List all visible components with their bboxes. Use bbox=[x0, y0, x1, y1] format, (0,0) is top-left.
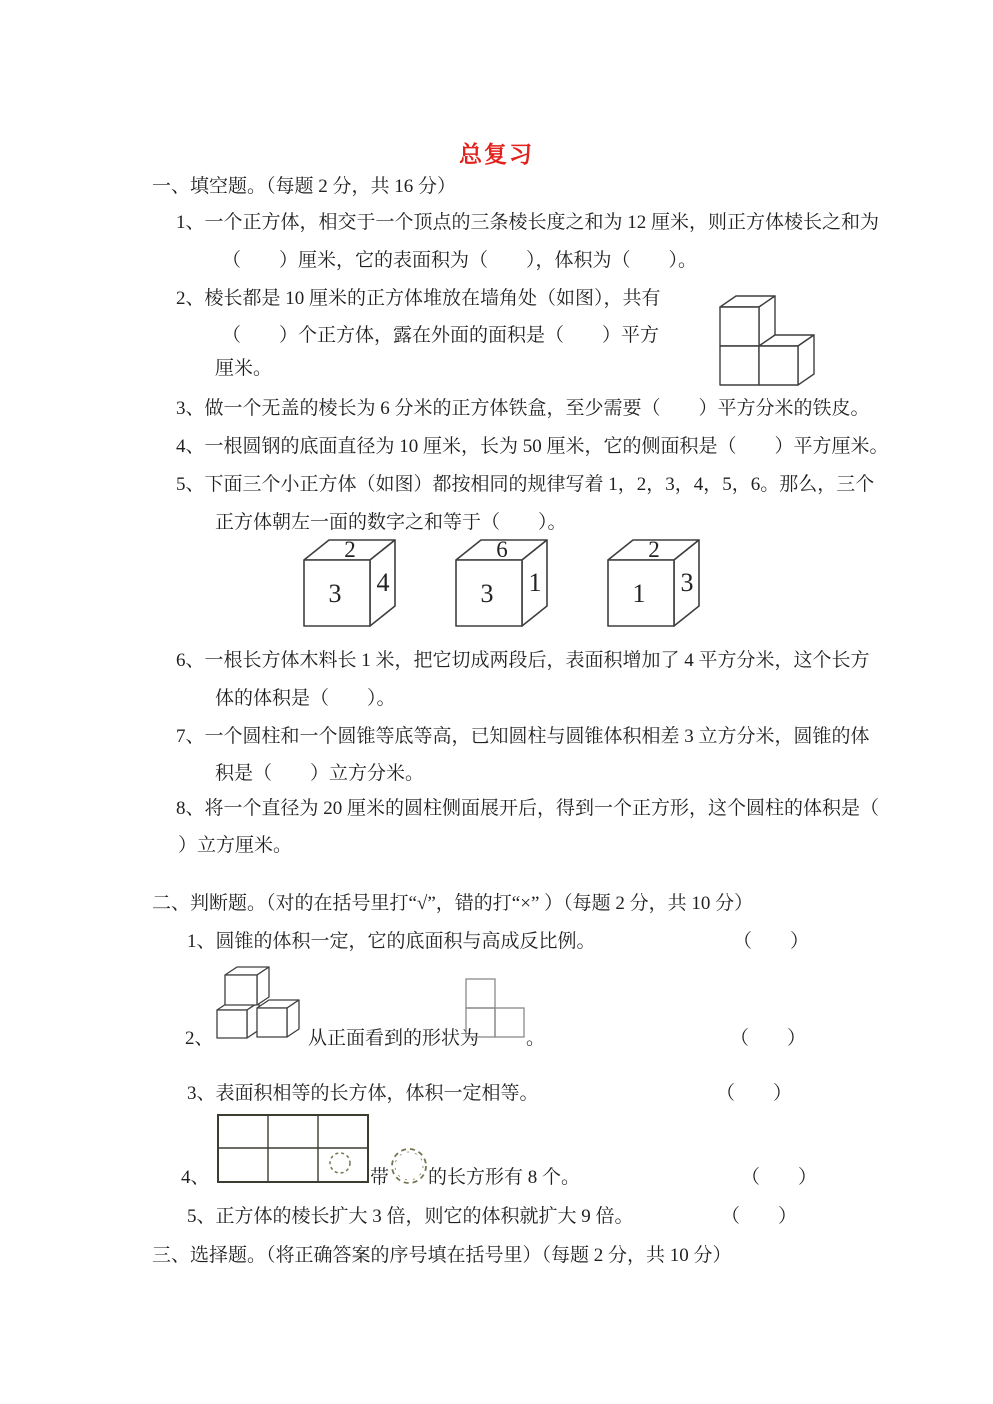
tf-q1-text: 1、圆锥的体积一定，它的底面积与高成反比例。 bbox=[187, 931, 596, 952]
tf-q4-answer-bracket: （ ） bbox=[741, 1167, 818, 1188]
cube2-top-face-number: 6 bbox=[496, 538, 508, 562]
q7-line-2: 积是（ ）立方分米。 bbox=[215, 763, 425, 784]
tf-q4-dai: 带 bbox=[370, 1167, 390, 1188]
front-view-shape-drawing bbox=[464, 977, 526, 1039]
cube-stack-figure bbox=[208, 964, 302, 1042]
dice-cube-drawing-3 bbox=[607, 538, 702, 630]
q2-line-2: （ ）个正方体，露在外面的面积是（ ）平方 bbox=[222, 325, 660, 346]
tf-q2-text: 从正面看到的形状为 bbox=[308, 1028, 480, 1049]
page-title: 总复习 bbox=[459, 142, 534, 167]
dice-cube-drawing-1 bbox=[303, 538, 398, 630]
tf-q5-answer-bracket: （ ） bbox=[721, 1206, 798, 1227]
tf-q3-answer-bracket: （ ） bbox=[716, 1083, 793, 1104]
cube2-right-face-number: 1 bbox=[528, 568, 542, 597]
cube1-right-face-number: 4 bbox=[376, 568, 390, 597]
tf-q4-number: 4、 bbox=[181, 1167, 210, 1188]
q2-line-3: 厘米。 bbox=[215, 358, 273, 379]
cube3-top-face-number: 2 bbox=[648, 538, 660, 562]
q2-line-1: 2、棱长都是 10 厘米的正方体堆放在墙角处（如图），共有 bbox=[176, 288, 661, 309]
cube1-top-face-number: 2 bbox=[344, 538, 356, 562]
q1-line-2: （ ）厘米，它的表面积为（ ），体积为（ ）。 bbox=[222, 250, 698, 271]
q8-line-2: ）立方厘米。 bbox=[178, 835, 293, 856]
tf-q2-number: 2、 bbox=[185, 1028, 214, 1049]
section-2-heading: 二、判断题。（对的在括号里打“√”，错的打“×” ）（每题 2 分，共 10 分） bbox=[152, 893, 754, 914]
cube2-front-face-number: 3 bbox=[480, 579, 494, 608]
q5-line-1: 5、下面三个小正方体（如图）都按相同的规律写着 1，2，3，4，5，6。那么，三个 bbox=[176, 474, 875, 495]
cube3-right-face-number: 3 bbox=[680, 568, 694, 597]
corner-cubes-figure bbox=[712, 293, 818, 389]
cube1-front-face-number: 3 bbox=[328, 579, 342, 608]
q3-line: 3、做一个无盖的棱长为 6 分米的正方体铁盒，至少需要（ ）平方分米的铁皮。 bbox=[176, 398, 870, 419]
dice-cube-drawing-2 bbox=[455, 538, 550, 630]
tf-q2-answer-bracket: （ ） bbox=[730, 1028, 807, 1049]
q6-line-1: 6、一根长方体木料长 1 米，把它切成两段后，表面积增加了 4 平方分米，这个长方 bbox=[176, 650, 870, 671]
tf-q5-text: 5、正方体的棱长扩大 3 倍，则它的体积就扩大 9 倍。 bbox=[187, 1206, 634, 1227]
dice-cube-figure-1 bbox=[303, 538, 398, 630]
rectangle-grid-figure bbox=[216, 1112, 370, 1186]
grid-flower-mark bbox=[330, 1153, 350, 1173]
flower-mark-drawing bbox=[386, 1144, 432, 1188]
dice-cube-figure-3 bbox=[607, 538, 702, 630]
q6-line-2: 体的体积是（ ）。 bbox=[215, 688, 396, 709]
section-3-heading: 三、选择题。（将正确答案的序号填在括号里）（每题 2 分，共 10 分） bbox=[152, 1245, 732, 1266]
flower-mark-figure bbox=[386, 1144, 432, 1188]
front-view-shape-figure bbox=[464, 977, 526, 1039]
cube-stack-drawing bbox=[208, 964, 302, 1042]
tf-q1-answer-bracket: （ ） bbox=[733, 931, 810, 952]
cube3-front-face-number: 1 bbox=[632, 579, 646, 608]
q8-line-1: 8、将一个直径为 20 厘米的圆柱侧面展开后，得到一个正方形，这个圆柱的体积是（ bbox=[176, 798, 880, 819]
q1-line-1: 1、一个正方体，相交于一个顶点的三条棱长度之和为 12 厘米，则正方体棱长之和为 bbox=[176, 212, 880, 233]
tf-q2-period: 。 bbox=[526, 1028, 546, 1049]
tf-q3-text: 3、表面积相等的长方体，体积一定相等。 bbox=[187, 1083, 539, 1104]
q4-line: 4、一根圆钢的底面直径为 10 厘米，长为 50 厘米，它的侧面积是（ ）平方厘米。 bbox=[176, 436, 889, 457]
corner-cubes-drawing bbox=[712, 293, 818, 389]
q7-line-1: 7、一个圆柱和一个圆锥等底等高，已知圆柱与圆锥体积相差 3 立方分米，圆锥的体 bbox=[176, 726, 870, 747]
section-1-heading: 一、填空题。（每题 2 分，共 16 分） bbox=[152, 176, 457, 197]
dice-cube-figure-2 bbox=[455, 538, 550, 630]
q5-line-2: 正方体朝左一面的数字之和等于（ ）。 bbox=[215, 512, 567, 533]
tf-q4-text: 的长方形有 8 个。 bbox=[428, 1167, 581, 1188]
rectangle-grid-drawing bbox=[216, 1112, 370, 1186]
